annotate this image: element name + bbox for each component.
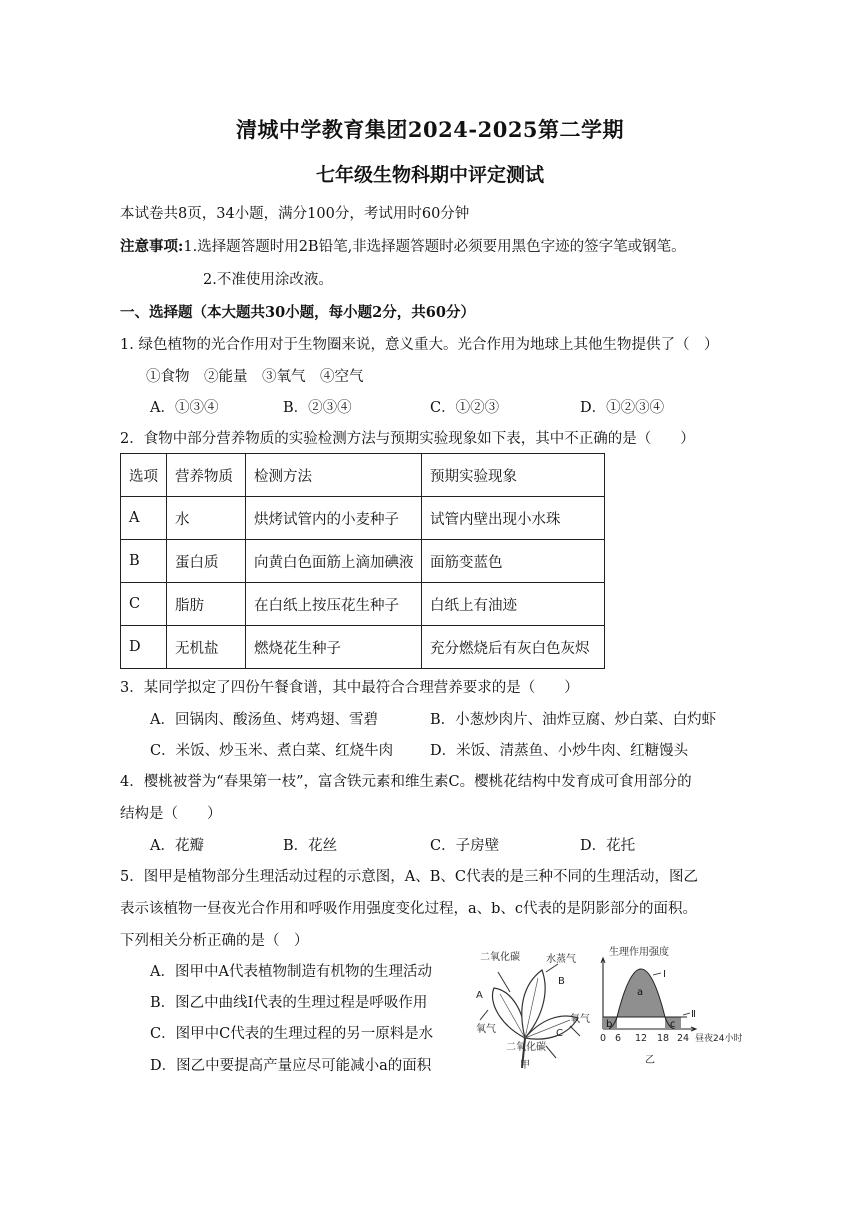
label-co2-bottom: 二氧化碳 bbox=[506, 1042, 546, 1053]
area-a-label: a bbox=[637, 987, 644, 998]
label-c: C bbox=[556, 1028, 563, 1039]
label-b: B bbox=[558, 976, 565, 987]
table-cell: 蛋白质 bbox=[167, 540, 246, 583]
q5-option-b: B．图乙中曲线Ⅰ代表的生理过程是呼吸作用 bbox=[150, 995, 428, 1011]
table-header-row bbox=[121, 454, 605, 497]
q2-table bbox=[120, 453, 605, 669]
leaf-shape bbox=[492, 988, 525, 1038]
table-cell: A bbox=[121, 497, 167, 540]
q1-option-b: B．②③④ bbox=[283, 400, 352, 416]
table-cell: B bbox=[121, 540, 167, 583]
x-tick-label: 6 bbox=[615, 1033, 622, 1044]
figure-yi-chart bbox=[595, 945, 747, 1071]
section-heading: 一、选择题（本大题共30小题，每小题2分，共60分） bbox=[120, 304, 475, 321]
q1-option-d: D．①②③④ bbox=[580, 400, 665, 416]
table-cell: 烘烤试管内的小麦种子 bbox=[246, 497, 422, 540]
area-c-label: c bbox=[670, 1019, 676, 1030]
table-cell: 白纸上有油迹 bbox=[422, 583, 605, 626]
table-header-cell: 检测方法 bbox=[246, 454, 422, 497]
exam-subtitle: 七年级生物科期中评定测试 bbox=[315, 164, 544, 186]
notice-label: 注意事项: bbox=[120, 238, 184, 255]
figure-jia-leaf bbox=[470, 950, 596, 1072]
q3-option-c: C．米饭、炒玉米、煮白菜、红烧牛肉 bbox=[150, 743, 394, 759]
notice-2: 2.不准使用涂改液。 bbox=[203, 272, 333, 288]
table-row bbox=[121, 540, 605, 583]
table-header-cell: 选项 bbox=[121, 454, 167, 497]
q4-stem-1: 4．樱桃被誉为“春果第一枝”，富含铁元素和维生素C。樱桃花结构中发育成可食用部分的 bbox=[120, 774, 692, 790]
table-cell: 脂肪 bbox=[167, 583, 246, 626]
table-header-cell: 预期实验现象 bbox=[422, 454, 605, 497]
q2-stem: 2．食物中部分营养物质的实验检测方法与预期实验现象如下表，其中不正确的是（ ） bbox=[120, 431, 695, 447]
exam-info: 本试卷共8页，34小题，满分100分，考试用时60分钟 bbox=[120, 206, 470, 222]
q4-option-d: D．花托 bbox=[580, 838, 636, 854]
q1-stem: 1. 绿色植物的光合作用对于生物圈来说，意义重大。光合作用为地球上其他生物提供了（ ） bbox=[120, 337, 719, 353]
table-cell: 水 bbox=[167, 497, 246, 540]
notice-1: 1.选择题答题时用2B铅笔,非选择题答题时必须要用黑色字迹的签字笔或钢笔。 bbox=[183, 239, 686, 255]
q1-option-a: A．①③④ bbox=[150, 400, 219, 416]
table-cell: 燃烧花生种子 bbox=[246, 626, 422, 669]
notice-line-1 bbox=[120, 237, 686, 257]
label-co2-top: 二氧化碳 bbox=[480, 952, 520, 963]
chart-xlabel: 昼夜24小时 bbox=[695, 1034, 743, 1044]
q5-option-c: C．图甲中C代表的生理过程的另一原料是水 bbox=[150, 1026, 434, 1042]
curve-2-label: Ⅱ bbox=[691, 1009, 696, 1020]
x-tick-label: 24 bbox=[677, 1033, 690, 1044]
q3-stem: 3．某同学拟定了四份午餐食谱，其中最符合合理营养要求的是（ ） bbox=[120, 680, 579, 696]
exam-title: 清城中学教育集团2024-2025第二学期 bbox=[235, 117, 625, 142]
q5-option-d: D．图乙中要提高产量应尽可能减小a的面积 bbox=[150, 1058, 432, 1074]
x-tick-label: 18 bbox=[657, 1033, 670, 1044]
table-cell: 试管内壁出现小水珠 bbox=[422, 497, 605, 540]
q5-stem-3: 下列相关分析正确的是（ ） bbox=[120, 933, 309, 949]
q4-option-c: C．子房壁 bbox=[430, 838, 500, 854]
label-o2-right: 氧气 bbox=[570, 1014, 590, 1025]
q1-option-c: C．①②③ bbox=[430, 400, 500, 416]
q3-option-d: D．米饭、清蒸鱼、小炒牛肉、红糖馒头 bbox=[430, 743, 689, 759]
q5-stem-2: 表示该植物一昼夜光合作用和呼吸作用强度变化过程，a、b、c代表的是阴影部分的面积。 bbox=[120, 901, 698, 917]
q4-stem-2: 结构是（ ） bbox=[120, 806, 222, 822]
label-o2-left: 氧气 bbox=[476, 1024, 496, 1035]
label-water-vapor: 水蒸气 bbox=[546, 954, 576, 965]
table-cell: D bbox=[121, 626, 167, 669]
x-tick-label: 12 bbox=[635, 1033, 648, 1044]
q1-items: ①食物 ②能量 ③氧气 ④空气 bbox=[146, 369, 364, 385]
table-cell: 向黄白色面筋上滴加碘液 bbox=[246, 540, 422, 583]
curve-1-label: Ⅰ bbox=[663, 969, 666, 980]
label-a: A bbox=[476, 990, 483, 1001]
table-cell: 充分燃烧后有灰白色灰烬 bbox=[422, 626, 605, 669]
table-cell: 面筋变蓝色 bbox=[422, 540, 605, 583]
q3-option-a: A．回锅肉、酸汤鱼、烤鸡翅、雪碧 bbox=[150, 712, 378, 728]
q5-stem-1: 5．图甲是植物部分生理活动过程的示意图，A、B、C代表的是三种不同的生理活动，图乙 bbox=[120, 869, 698, 885]
table-row bbox=[121, 626, 605, 669]
x-tick-label: 0 bbox=[600, 1033, 607, 1044]
table-header-cell: 营养物质 bbox=[167, 454, 246, 497]
area-b-label: b bbox=[606, 1019, 613, 1030]
figure-caption-jia: 甲 bbox=[520, 1060, 530, 1071]
chart-ylabel: 生理作用强度 bbox=[609, 947, 669, 958]
q4-option-b: B．花丝 bbox=[283, 838, 338, 854]
table-cell: C bbox=[121, 583, 167, 626]
figure-caption-yi: 乙 bbox=[645, 1055, 655, 1066]
q3-option-b: B．小葱炒肉片、油炸豆腐、炒白菜、白灼虾 bbox=[430, 712, 717, 728]
table-row bbox=[121, 583, 605, 626]
q4-option-a: A．花瓣 bbox=[150, 838, 204, 854]
table-row bbox=[121, 497, 605, 540]
table-cell: 在白纸上按压花生种子 bbox=[246, 583, 422, 626]
q5-option-a: A．图甲中A代表植物制造有机物的生理活动 bbox=[150, 964, 432, 980]
table-cell: 无机盐 bbox=[167, 626, 246, 669]
